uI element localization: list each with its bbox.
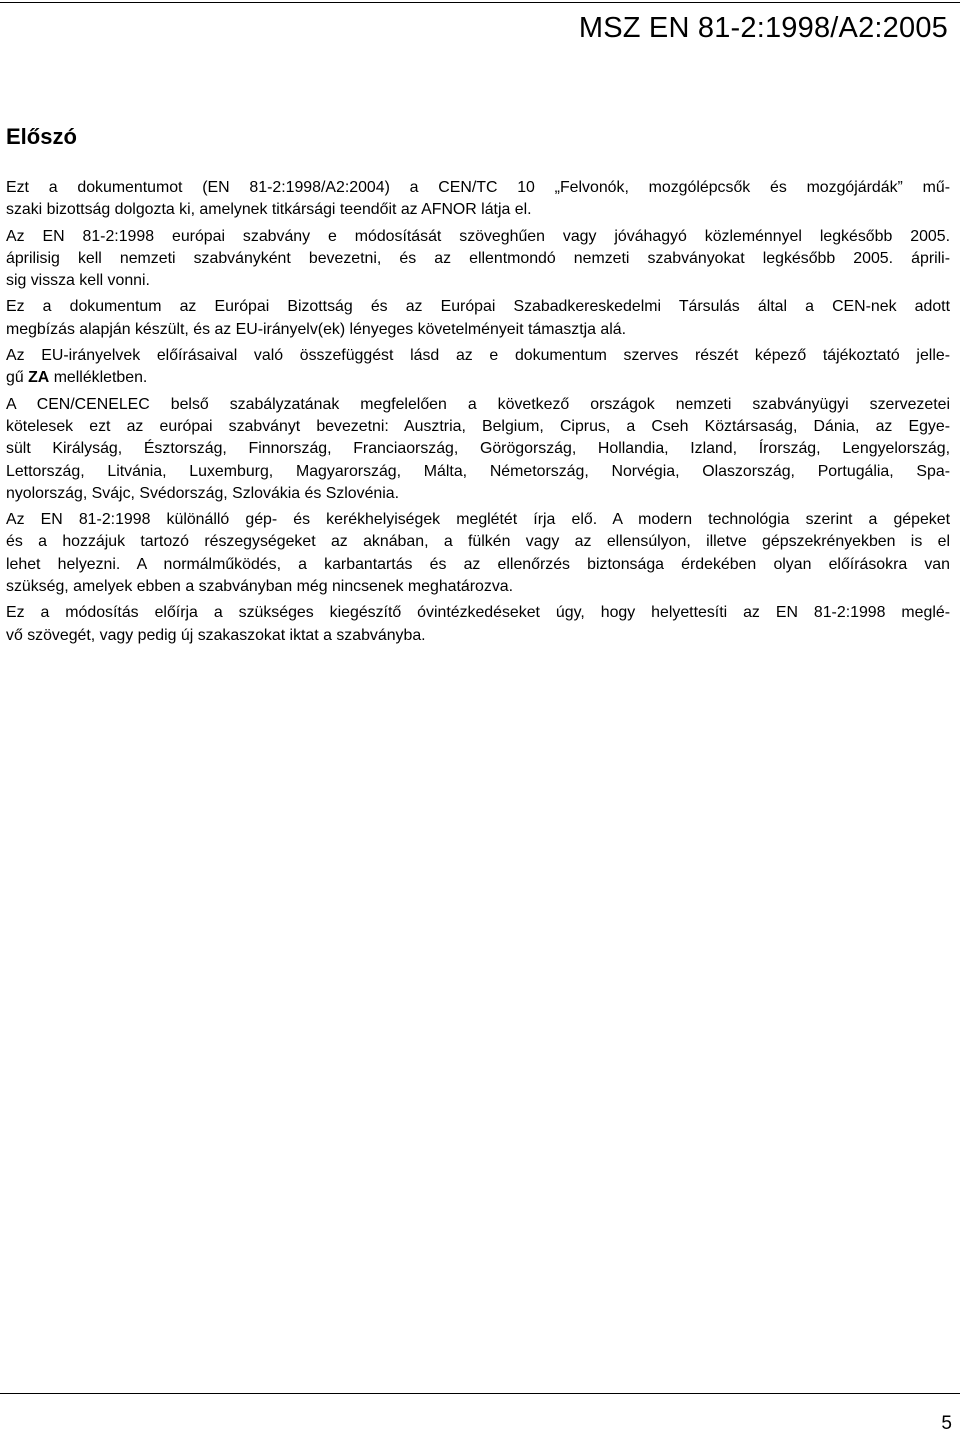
paragraph-text: mellékletben. [49,369,148,387]
paragraph-line: sig vissza kell vonni. [6,272,150,290]
paragraph-line: lehet helyezni. A normálműködés, a karbantartás és az ellenőrzés biztonsága érdekében olyan előírásokra van [6,555,950,573]
paragraph-5 [6,394,950,505]
paragraph-line: megbízás alapján készült, és az EU-irányelv(ek) lényeges követelményeit támasztja alá. [6,320,627,338]
paragraph-line: szükség, amelyek ebben a szabványban még nincsenek meghatározva. [6,578,514,596]
paragraph-line: Ez a dokumentum az Európai Bizottság és az Európai Szabadkereskedelmi Társulás által a CEN-nek adott [6,298,950,316]
header-rule [0,2,960,3]
paragraph-line: kötelesek ezt az európai szabványt bevezetni: Ausztria, Belgium, Ciprus, a Cseh Köztársaság, Dánia, az Egye- [6,417,950,435]
paragraph-line: Lettország, Litvánia, Luxemburg, Magyarország, Málta, Németország, Norvégia, Olaszország, Portugália, Spa- [6,462,950,480]
paragraph-line: sült Királyság, Észtország, Finnország, Franciaország, Görögország, Hollandia, Izland, Írország, Lengyelország, [6,440,950,458]
paragraph-line: Az EN 81-2:1998 különálló gép- és kerékhelyiségek meglétét írja elő. A modern technológia szerint a gépeket [6,511,950,529]
paragraph-line: Ez a módosítás előírja a szükséges kiegészítő óvintézkedéseket úgy, hogy helyettesíti az EN 81-2:1998 meglé- [6,604,950,622]
paragraph-line: Az EU-irányelvek előírásaival való összefüggést lásd az e dokumentum szerves részét képező tájékoztató jelle- [6,347,950,365]
paragraph-line: szaki bizottság dolgozta ki, amelynek titkársági teendőit az AFNOR látja el. [6,201,532,219]
paragraph-4 [6,345,950,390]
paragraph-line: vő szövegét, vagy pedig új szakaszokat iktat a szabványba. [6,626,426,644]
body-text [6,177,950,651]
section-heading: Előszó [6,124,77,149]
page-number: 5 [941,1413,952,1434]
paragraph-3 [6,296,950,341]
paragraph-line [6,367,950,389]
document-code: MSZ EN 81-2:1998/A2:2005 [578,12,948,44]
paragraph-line: A CEN/CENELEC belső szabályzatának megfelelően a következő országok nemzeti szabványügyi szervezetei [6,395,950,413]
paragraph-line: áprilisig kell nemzeti szabványként bevezetni, és az ellentmondó nemzeti szabványokat legkésőbb 2005. áprili- [6,249,950,267]
paragraph-line: Ezt a dokumentumot (EN 81-2:1998/A2:2004) a CEN/TC 10 „Felvonók, mozgólépcsők és mozgójárdák” mű- [6,179,950,196]
footer-rule [0,1393,960,1394]
paragraph-1 [6,177,950,222]
paragraph-6 [6,509,950,598]
paragraph-7 [6,602,950,647]
paragraph-line: nyolország, Svájc, Svédország, Szlovákia és Szlovénia. [6,484,400,502]
paragraph-2 [6,226,950,293]
paragraph-line: és a hozzájuk tartozó részegységeket az aknában, a fülkén vagy az ellensúlyon, illetve gépszekrényekben is el [6,533,950,551]
paragraph-line: Az EN 81-2:1998 európai szabvány e módosítását szöveghűen vagy jóváhagyó közleménnyel legkésőbb 2005. [6,227,950,245]
annex-reference: ZA [28,369,50,387]
paragraph-text: gű [6,369,29,387]
